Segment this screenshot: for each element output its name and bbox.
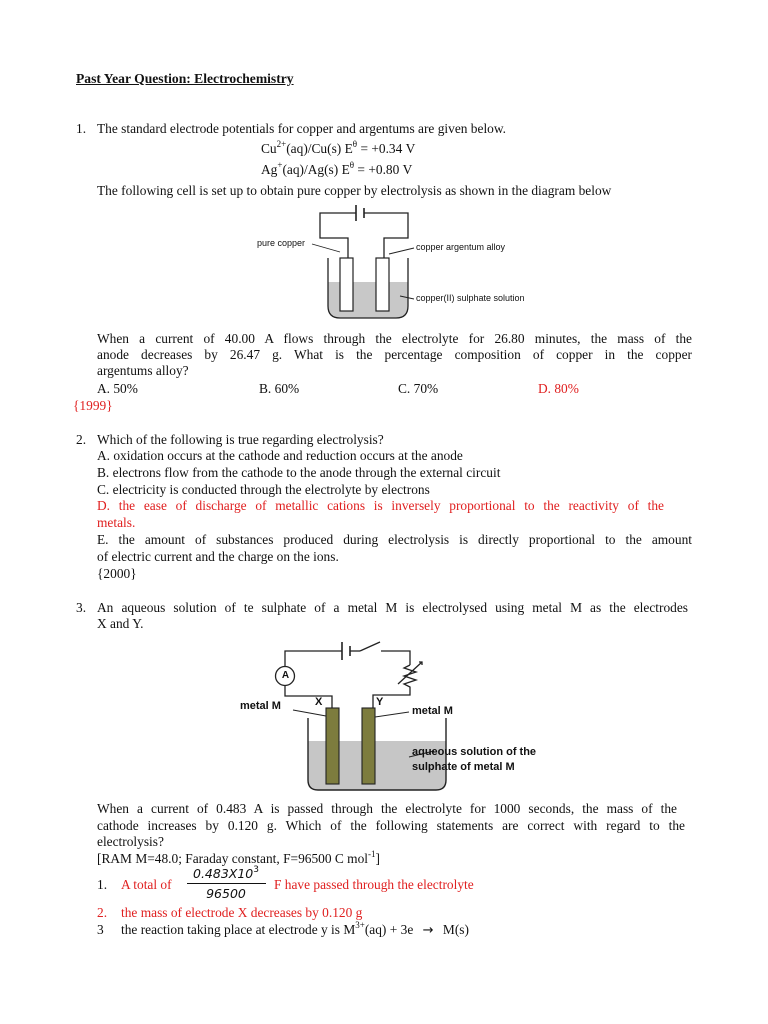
q3-statement-3-number: 3 bbox=[97, 922, 104, 937]
label-copper-sulphate-solution: copper(II) sulphate solution bbox=[416, 293, 525, 303]
q1-option-c: C. 70% bbox=[398, 381, 439, 396]
fraction-denominator: 96500 bbox=[206, 886, 246, 901]
q1-option-b: B. 60% bbox=[259, 381, 300, 396]
q3-text-line-1: An aqueous solution of te sulphate of a metal M is electrolysed using metal M as the electrodes bbox=[97, 600, 688, 615]
q3-statement-1-suffix: F have passed through the electrolyte bbox=[274, 877, 474, 892]
q2-option-e-line-2: of electric current and the charge on the ions. bbox=[97, 549, 339, 564]
label-electrode-y: Y bbox=[376, 696, 384, 708]
q3-statement-1-number: 1. bbox=[97, 877, 108, 892]
q2-option-b: B. electrons flow from the cathode to the anode through the external circuit bbox=[97, 465, 501, 480]
q1-option-d-answer: D. 80% bbox=[538, 381, 579, 396]
q1-cell-text: The following cell is set up to obtain pure copper by electrolysis as shown in the diagram below bbox=[97, 183, 612, 198]
label-metal-m-left: metal M bbox=[240, 700, 281, 712]
q3-statement-3-text: the reaction taking place at electrode y is $M^{3+}(aq) + 3e \to M(s)$ bbox=[121, 920, 469, 938]
label-metal-m-right: metal M bbox=[412, 705, 453, 717]
label-pure-copper: pure copper bbox=[257, 238, 306, 248]
q1-intro: The standard electrode potentials for copper and argentums are given below. bbox=[97, 121, 507, 136]
q2-option-d-answer-line-1: D. the ease of discharge of metallic cations is inversely proportional to the reactivity of the bbox=[97, 498, 664, 513]
q3-text-line-2: X and Y. bbox=[97, 616, 144, 631]
q1-text-line-1: When a current of 40.00 A flows through the electrolyte for 26.80 minutes, the mass of the bbox=[97, 331, 692, 346]
q2-option-a: A. oxidation occurs at the cathode and reduction occurs at the anode bbox=[97, 448, 463, 463]
q3-paragraph-line-1: When a current of 0.483 A is passed through the electrolyte for 1000 seconds, the mass of the bbox=[97, 801, 677, 816]
ammeter-label: A bbox=[281, 670, 290, 681]
q2-year: {2000} bbox=[97, 566, 137, 581]
q2-option-c: C. electricity is conducted through the electrolyte by electrons bbox=[97, 482, 430, 497]
q3-statement-2-text: the mass of electrode X decreases by 0.120 g bbox=[121, 905, 363, 920]
label-solution-line-2: sulphate of metal M bbox=[412, 761, 515, 773]
q2-question: Which of the following is true regarding electrolysis? bbox=[97, 432, 384, 447]
q2-option-d-answer-line-2: metals. bbox=[97, 515, 136, 530]
q1-equation-copper: $Cu^{2+}(aq)/Cu(s) E^\theta = +0.34$ V bbox=[261, 139, 416, 156]
q3-paragraph-line-3: electrolysis? bbox=[97, 834, 164, 849]
q3-number: 3. bbox=[76, 600, 87, 615]
q1-year: {1999} bbox=[73, 398, 113, 413]
q3-paragraph-line-2: cathode increases by 0.120 g. Which of the following statements are correct with regard to the bbox=[97, 818, 685, 833]
q1-equation-silver: Ag+(aq)/Ag(s) $E^\theta = +0.80$ V bbox=[261, 160, 413, 177]
label-electrode-x: X bbox=[315, 696, 323, 708]
fraction-numerator: $0.483X10^3$ bbox=[193, 865, 259, 881]
fraction-bar bbox=[187, 883, 266, 884]
q1-text-line-2: anode decreases by 26.47 g. What is the percentage composition of copper in the copper bbox=[97, 347, 692, 362]
label-copper-argentum-alloy: copper argentum alloy bbox=[416, 242, 506, 252]
q1-text-line-3: argentums alloy? bbox=[97, 363, 189, 378]
q3-statement-2-number: 2. bbox=[97, 905, 108, 920]
page-title: Past Year Question: Electrochemistry bbox=[76, 71, 294, 86]
q3-statement-1-prefix: A total of bbox=[121, 877, 172, 892]
q2-number: 2. bbox=[76, 432, 87, 447]
q3-ram-constants: [RAM M=48.0; Faraday constant, F=96500 C mol$^{-1}$] bbox=[97, 849, 380, 866]
q1-option-a: A. 50% bbox=[97, 381, 138, 396]
label-solution-line-1: aqueous solution of the bbox=[412, 746, 537, 758]
q1-number: 1. bbox=[76, 121, 87, 136]
reaction-arrow-icon: → bbox=[422, 923, 434, 938]
q2-option-e-line-1: E. the amount of substances produced during electrolysis is directly proportional to the amount bbox=[97, 532, 692, 547]
